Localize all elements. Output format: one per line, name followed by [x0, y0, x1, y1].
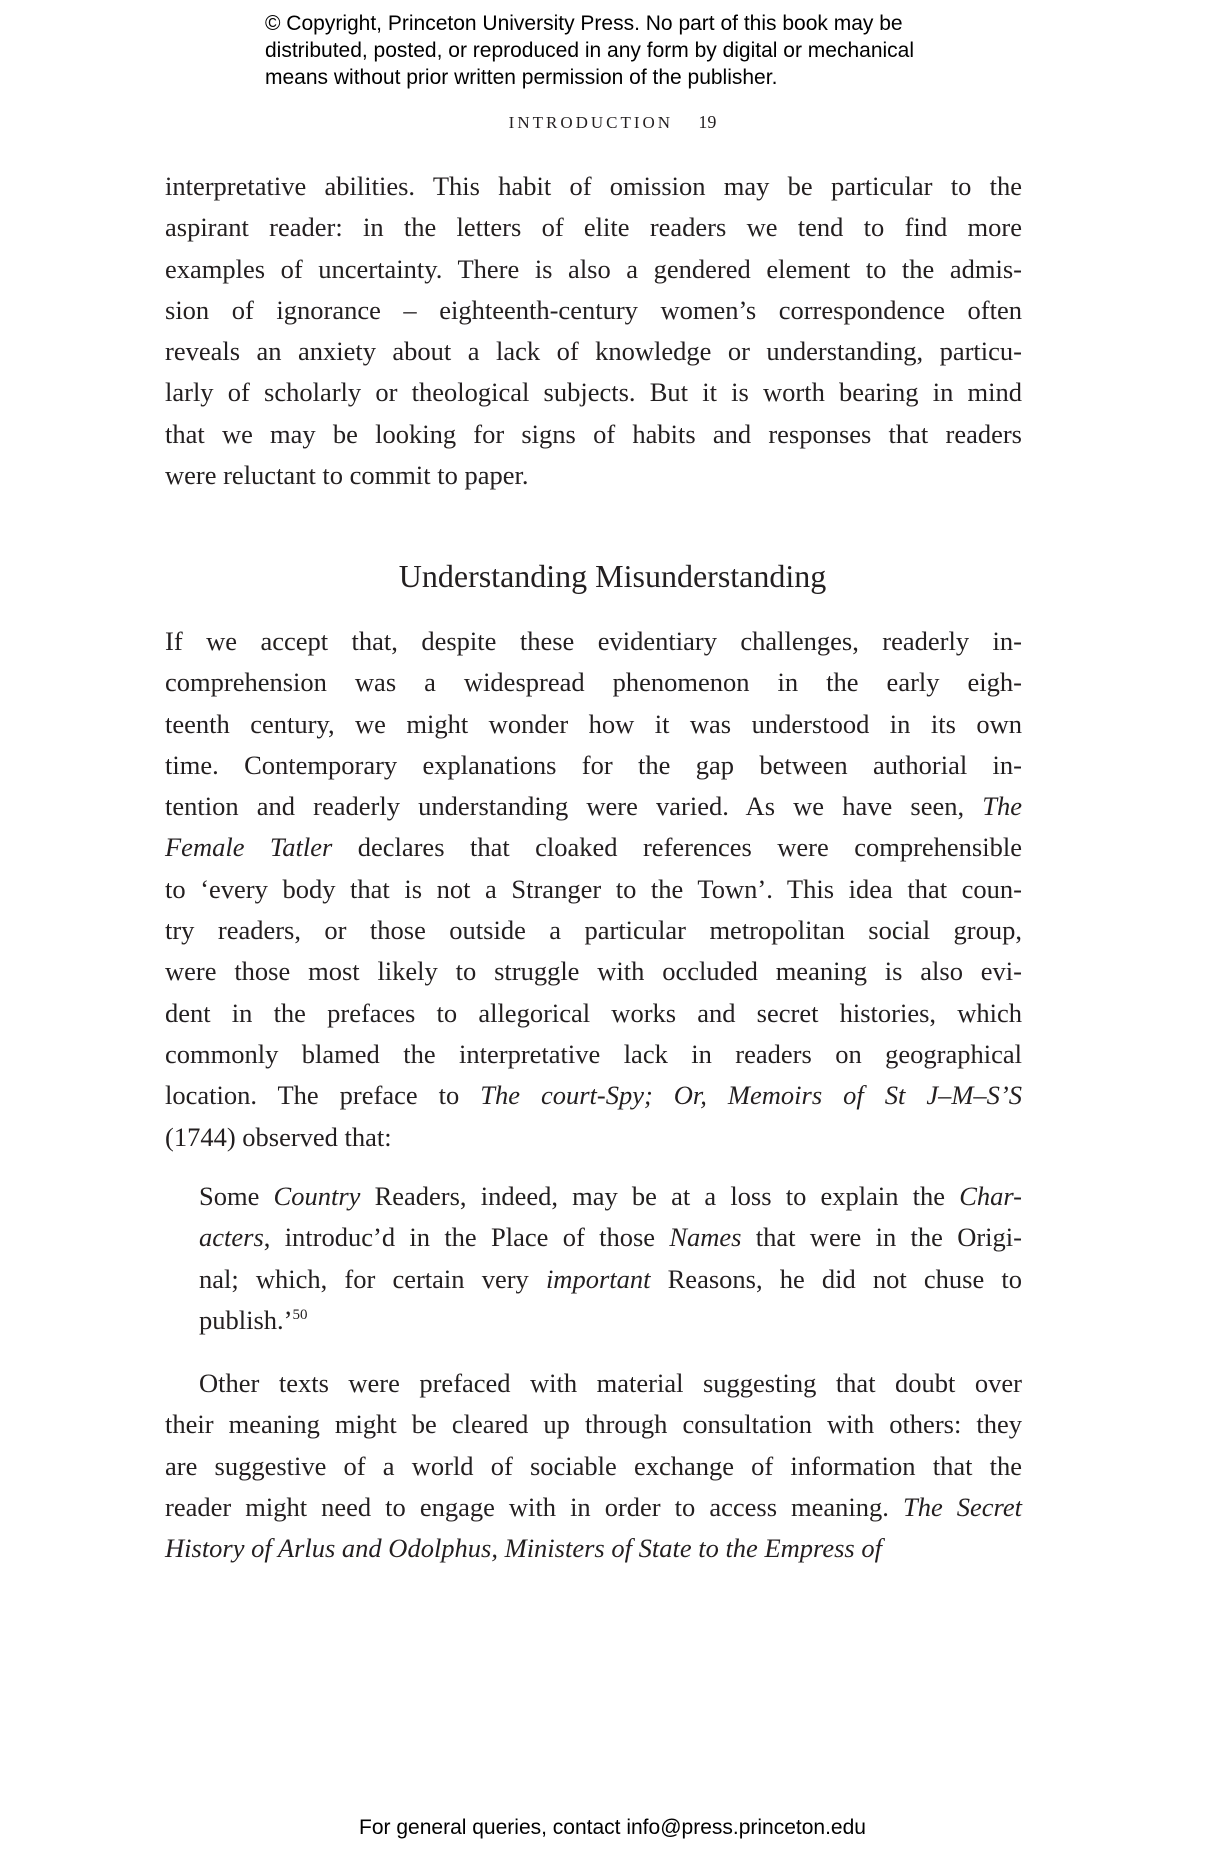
- copyright-line: distributed, posted, or reproduced in any form by digital or mechanical: [265, 39, 915, 62]
- running-head: [0, 112, 1225, 133]
- italic-text: Char-: [959, 1181, 1022, 1211]
- text-run: declares that cloaked references were comprehensible: [332, 832, 1022, 863]
- footnote-ref: 50: [292, 1306, 308, 1323]
- text-run: time. Contemporary explanations for the gap between authorial in-: [165, 749, 1022, 780]
- text-line: [165, 1528, 1022, 1569]
- text-line: [165, 207, 1022, 248]
- footer-contact: For general queries, contact info@press.princeton.edu: [359, 1816, 866, 1839]
- text-line: [165, 249, 1022, 290]
- paragraph: [165, 1363, 1022, 1569]
- text-run: teenth century, we might wonder how it was understood in its own: [165, 708, 1022, 739]
- text-run: larly of scholarly or theological subjects. But it is worth bearing in mind: [165, 377, 1022, 408]
- section-heading: Understanding Misunderstanding: [398, 558, 827, 594]
- text-line: [199, 1217, 1022, 1258]
- text-line: [165, 166, 1022, 207]
- text-run: dent in the prefaces to allegorical works and secret histories, which: [165, 997, 1022, 1028]
- text-line: [165, 910, 1022, 951]
- text-run: examples of uncertainty. There is also a gendered element to the admis-: [165, 253, 1022, 284]
- text-run: to ‘every body that is not a Stranger to the Town’. This idea that coun-: [165, 873, 1022, 904]
- copyright-notice: [265, 10, 914, 91]
- text-line: [165, 1446, 1022, 1487]
- text-line: [165, 1075, 1022, 1116]
- text-run: (1744) observed that:: [165, 1121, 392, 1152]
- text-run: tention and readerly understanding were varied. As we have seen,: [165, 791, 983, 822]
- italic-text: The: [982, 791, 1022, 822]
- text-run: aspirant reader: in the letters of elite readers we tend to find more: [165, 212, 1022, 243]
- copyright-line: © Copyright, Princeton University Press. No part of this book may be: [265, 12, 903, 35]
- text-line: [165, 1034, 1022, 1075]
- text-line: [165, 951, 1022, 992]
- text-run: reveals an anxiety about a lack of knowledge or understanding, particu-: [165, 336, 1022, 367]
- text-line: [165, 786, 1022, 827]
- text-line: [165, 414, 1022, 455]
- text-line: [165, 704, 1022, 745]
- text-line: [165, 331, 1022, 372]
- text-run: , introduc’d in the Place of those: [263, 1222, 670, 1253]
- text-line: [165, 1487, 1022, 1528]
- text-line: [165, 621, 1022, 662]
- text-run: nal; which, for certain very: [199, 1263, 546, 1294]
- text-line: [199, 1300, 1022, 1341]
- text-line: [165, 993, 1022, 1034]
- italic-text: Country: [273, 1181, 361, 1211]
- italic-text: The court-Spy; Or, Memoirs of St J–M–S’S: [480, 1080, 1022, 1111]
- text-run: location. The preface to: [165, 1080, 481, 1111]
- text-line: [165, 1363, 1022, 1404]
- text-line: [165, 1404, 1022, 1445]
- text-line: [165, 290, 1022, 331]
- block-quote: [199, 1176, 1022, 1341]
- text-line: [165, 1117, 1022, 1158]
- text-run: Reasons, he did not chuse to: [650, 1263, 1022, 1294]
- text-line: [199, 1259, 1022, 1300]
- page-number: 19: [698, 112, 717, 132]
- text-line: [199, 1176, 1022, 1217]
- text-run: reader might need to engage with in order to access meaning.: [165, 1491, 903, 1522]
- running-head-title: INTRODUCTION: [508, 113, 674, 132]
- text-run: that we may be looking for signs of habits and responses that readers: [165, 418, 1022, 449]
- italic-text: Names: [669, 1222, 742, 1253]
- italic-text: The Secret: [902, 1491, 1022, 1522]
- text-line: [165, 455, 1022, 496]
- text-run: Some: [199, 1181, 274, 1211]
- italic-text: important: [545, 1263, 651, 1294]
- text-line: [165, 745, 1022, 786]
- text-line: [165, 372, 1022, 413]
- text-line: [165, 662, 1022, 703]
- text-run: were those most likely to struggle with occluded meaning is also evi-: [165, 956, 1022, 987]
- text-run: their meaning might be cleared up through consultation with others: they: [165, 1409, 1022, 1440]
- text-run: publish.’: [199, 1304, 293, 1335]
- copyright-line: means without prior written permission of the publisher.: [265, 66, 778, 89]
- text-run: commonly blamed the interpretative lack in readers on geographical: [165, 1038, 1022, 1069]
- text-run: sion of ignorance – eighteenth-century women’s correspondence often: [165, 294, 1022, 325]
- text-line: [165, 827, 1022, 868]
- text-run: that were in the Origi-: [741, 1222, 1022, 1253]
- text-run: try readers, or those outside a particular metropolitan social group,: [165, 915, 1022, 946]
- italic-text: History of Arlus and Odolphus, Ministers of State to the Empress of: [165, 1533, 882, 1564]
- text-line: [165, 869, 1022, 910]
- italic-text: Female Tatler: [165, 832, 333, 863]
- italic-text: acters: [199, 1222, 264, 1253]
- text-run: are suggestive of a world of sociable exchange of information that the: [165, 1450, 1022, 1481]
- text-run: interpretative abilities. This habit of omission may be particular to the: [165, 171, 1022, 201]
- text-run: were reluctant to commit to paper.: [165, 460, 529, 491]
- text-run: Other texts were prefaced with material suggesting that doubt over: [199, 1368, 1022, 1398]
- paragraph: [165, 166, 1022, 496]
- paragraph: [165, 621, 1022, 1158]
- text-run: comprehension was a widespread phenomenon in the early eigh-: [165, 667, 1022, 698]
- text-run: If we accept that, despite these evidentiary challenges, readerly in-: [165, 626, 1022, 656]
- text-run: Readers, indeed, may be at a loss to explain the: [360, 1181, 960, 1211]
